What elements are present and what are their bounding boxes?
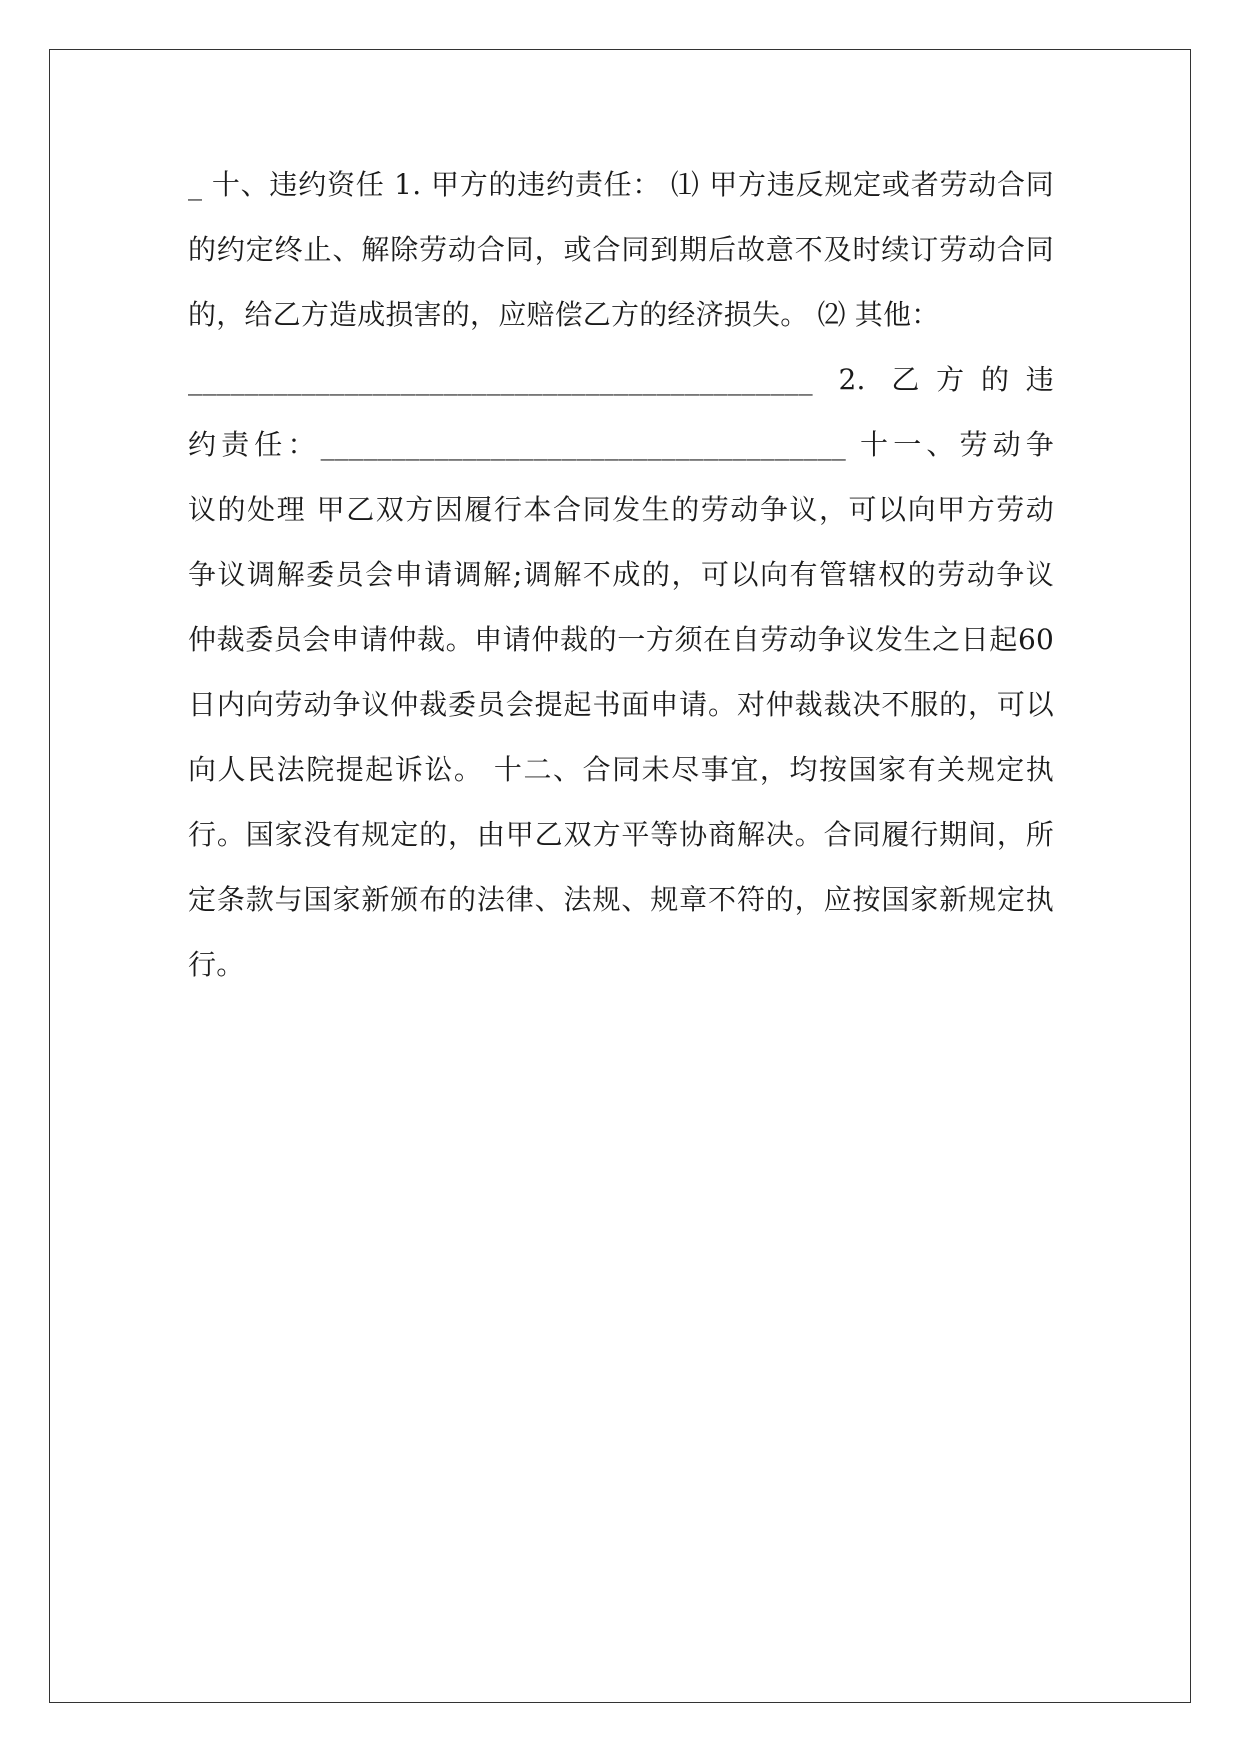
text-line-6: 议的处理 甲乙双方因履行本合同发生的劳动争议，可以向甲方劳动 bbox=[188, 493, 1054, 526]
text-line-5: 约责任：_____________________________________ 十一、劳动争 bbox=[188, 428, 1054, 461]
text-line-3: 的，给乙方造成损害的，应赔偿乙方的经济损失。 ⑵ 其他： bbox=[188, 298, 940, 331]
text-line-10: 向人民法院提起诉讼。 十二、合同未尽事宜，均按国家有关规定执 bbox=[188, 753, 1054, 786]
text-line-13: 行。 bbox=[188, 948, 245, 981]
text-line-11: 行。国家没有规定的，由甲乙双方平等协商解决。合同履行期间，所 bbox=[188, 818, 1054, 851]
text-line-8: 仲裁委员会申请仲裁。申请仲裁的一方须在自劳动争议发生之日起60 bbox=[188, 623, 1054, 656]
text-line-9: 日内向劳动争议仲裁委员会提起书面申请。对仲裁裁决不服的，可以 bbox=[188, 688, 1054, 721]
text-line-12: 定条款与国家新颁布的法律、法规、规章不符的，应按国家新规定执 bbox=[188, 883, 1054, 916]
text-line-2: 的约定终止、解除劳动合同，或合同到期后故意不及时续订劳动合同 bbox=[188, 233, 1054, 266]
text-line-1: _ 十、违约资任 1. 甲方的违约责任： ⑴ 甲方违反规定或者劳动合同 bbox=[188, 168, 1054, 201]
document-body bbox=[188, 152, 1054, 997]
text-line-7: 争议调解委员会申请调解;调解不成的，可以向有管辖权的劳动争议 bbox=[188, 558, 1054, 591]
text-line-4: ____________________________________________ 2. 乙方的违 bbox=[188, 363, 1054, 396]
